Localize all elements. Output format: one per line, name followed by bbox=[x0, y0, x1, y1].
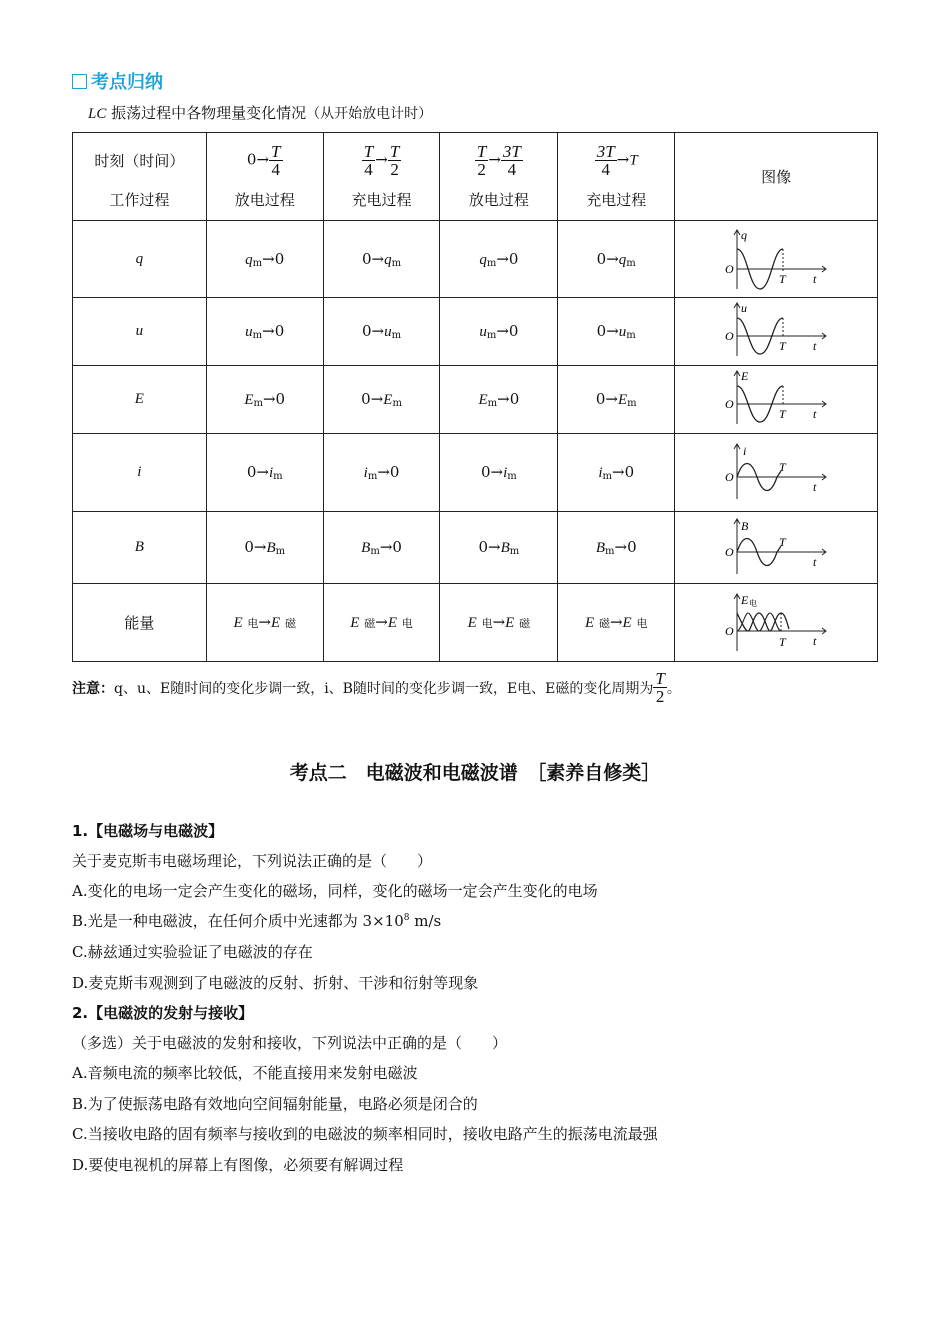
sine-graph bbox=[721, 441, 831, 505]
cell-B-4: $B_m\to 0$ bbox=[558, 512, 675, 584]
cell-E-2: $0\to E_m$ bbox=[323, 366, 440, 434]
cell-q-2: $0\to q_m$ bbox=[323, 221, 440, 298]
cosine-graph bbox=[721, 302, 831, 362]
process-cell: 充电过程 bbox=[323, 189, 440, 221]
time-label: 时刻（时间） bbox=[73, 133, 207, 189]
svg-text:t: t bbox=[813, 554, 817, 569]
svg-text:T: T bbox=[779, 634, 786, 649]
svg-text:O: O bbox=[725, 623, 734, 638]
svg-text:t: t bbox=[813, 338, 817, 353]
energy-graph bbox=[721, 591, 831, 655]
svg-text:B: B bbox=[741, 518, 749, 533]
svg-text:T: T bbox=[779, 534, 786, 549]
q1-option-d: D.麦克斯韦观测到了电磁波的反射、折射、干涉和衍射等现象 bbox=[72, 974, 479, 992]
cell-q-4: $0\to q_m$ bbox=[558, 221, 675, 298]
section-heading: 考点归纳 bbox=[72, 68, 163, 94]
row-label: u bbox=[73, 298, 207, 366]
process-cell: 放电过程 bbox=[440, 189, 558, 221]
graph-energy bbox=[675, 584, 878, 662]
cell-u-2: $0\to u_m$ bbox=[323, 298, 440, 366]
time-cell: $\frac{T}{4}$ → $\frac{T}{2}$ bbox=[323, 133, 440, 189]
cell-B-2: $B_m\to 0$ bbox=[323, 512, 440, 584]
cell-i-2: $i_m\to 0$ bbox=[323, 434, 440, 512]
q1-option-c: C.赫兹通过实验验证了电磁波的存在 bbox=[72, 943, 313, 961]
cell-E-4: $0\to E_m$ bbox=[558, 366, 675, 434]
cell-i-4: $i_m\to 0$ bbox=[558, 434, 675, 512]
cell-B-3: $0\to B_m$ bbox=[440, 512, 558, 584]
svg-text:O: O bbox=[725, 396, 734, 411]
row-label: E bbox=[73, 366, 207, 434]
svg-text:E: E bbox=[741, 592, 749, 607]
cell-u-3: $u_m\to 0$ bbox=[440, 298, 558, 366]
cell-energy-4: E 磁→E 电 bbox=[558, 584, 675, 662]
row-label: 能量 bbox=[73, 584, 207, 662]
fraction-T-over-2: $\frac{T}{2}$ bbox=[655, 669, 665, 706]
cell-energy-3: E 电→E 磁 bbox=[440, 584, 558, 662]
cell-q-3: $q_m\to 0$ bbox=[440, 221, 558, 298]
q2-option-c: C.当接收电路的固有频率与接收到的电磁波的频率相同时，接收电路产生的振荡电流最强 bbox=[72, 1125, 658, 1143]
cell-u-4: $0\to u_m$ bbox=[558, 298, 675, 366]
cell-i-3: $0\to i_m$ bbox=[440, 434, 558, 512]
svg-text:T: T bbox=[779, 338, 786, 353]
q1-option-b: B.光是一种电磁波，在任何介质中光速都为 $3\times 10^8$ m/s bbox=[72, 912, 442, 930]
section2-title: 考点二 电磁波和电磁波谱 ［素养自修类］ bbox=[289, 762, 661, 784]
graph-q bbox=[675, 221, 878, 298]
svg-text:E: E bbox=[741, 369, 749, 383]
svg-text:q: q bbox=[741, 228, 748, 242]
graph-i bbox=[675, 434, 878, 512]
note: 注意： q、u、E随时间的变化步调一致，i、B随时间的变化步调一致，E电、E磁的变化周期为 $\frac{T}{2}$ 。 bbox=[72, 669, 681, 706]
row-label: B bbox=[73, 512, 207, 584]
process-cell: 放电过程 bbox=[206, 189, 323, 221]
svg-text:T: T bbox=[779, 459, 786, 474]
svg-text:T: T bbox=[779, 406, 786, 421]
q2-title: 2.【电磁波的发射与接收】 bbox=[72, 1004, 254, 1022]
q1-option-a: A.变化的电场一定会产生变化的磁场，同样，变化的磁场一定会产生变化的电场 bbox=[72, 882, 598, 900]
svg-text:O: O bbox=[725, 328, 734, 343]
cell-i-1: $0\to i_m$ bbox=[206, 434, 323, 512]
lc-oscillation-table bbox=[72, 132, 878, 662]
cell-energy-1: E 电→E 磁 bbox=[206, 584, 323, 662]
svg-text:t: t bbox=[813, 479, 817, 494]
sine-graph bbox=[721, 516, 831, 580]
svg-text:O: O bbox=[725, 262, 734, 276]
cell-u-1: $u_m\to 0$ bbox=[206, 298, 323, 366]
svg-text:t: t bbox=[813, 633, 817, 648]
time-cell: 0→ $\frac{T}{4}$ bbox=[206, 133, 323, 189]
time-cell: $\frac{3T}{4}$ →T bbox=[558, 133, 675, 189]
cosine-graph bbox=[721, 370, 831, 430]
process-label: 工作过程 bbox=[73, 189, 207, 221]
cell-q-1: $q_m\to 0$ bbox=[206, 221, 323, 298]
svg-text:电: 电 bbox=[749, 598, 758, 608]
row-label: q bbox=[73, 221, 207, 298]
process-cell: 充电过程 bbox=[558, 189, 675, 221]
graph-E bbox=[675, 366, 878, 434]
svg-text:i: i bbox=[743, 443, 747, 458]
cell-E-1: $E_m\to 0$ bbox=[206, 366, 323, 434]
cell-B-1: $0\to B_m$ bbox=[206, 512, 323, 584]
cosine-graph bbox=[721, 227, 831, 291]
svg-text:T: T bbox=[779, 272, 786, 286]
q2-option-b: B.为了使振荡电路有效地向空间辐射能量，电路必须是闭合的 bbox=[72, 1095, 478, 1113]
time-cell: $\frac{T}{2}$ → $\frac{3T}{4}$ bbox=[440, 133, 558, 189]
svg-text:t: t bbox=[813, 406, 817, 421]
graph-u bbox=[675, 298, 878, 366]
q2-option-d: D.要使电视机的屏幕上有图像，必须要有解调过程 bbox=[72, 1156, 404, 1174]
checkbox-square-icon bbox=[72, 74, 87, 89]
svg-text:O: O bbox=[725, 469, 734, 484]
cell-energy-2: E 磁→E 电 bbox=[323, 584, 440, 662]
q2-stem: （多选）关于电磁波的发射和接收，下列说法中正确的是（ ） bbox=[72, 1034, 508, 1052]
row-label: i bbox=[73, 434, 207, 512]
svg-text:t: t bbox=[813, 272, 817, 286]
table-caption: LC 振荡过程中各物理量变化情况（从开始放电计时） bbox=[88, 104, 433, 122]
image-header: 图像 bbox=[675, 133, 878, 221]
svg-text:O: O bbox=[725, 544, 734, 559]
cell-E-3: $E_m\to 0$ bbox=[440, 366, 558, 434]
graph-B bbox=[675, 512, 878, 584]
q1-title: 1.【电磁场与电磁波】 bbox=[72, 822, 224, 840]
q1-stem: 关于麦克斯韦电磁场理论，下列说法正确的是（ ） bbox=[72, 852, 433, 870]
q2-option-a: A.音频电流的频率比较低，不能直接用来发射电磁波 bbox=[72, 1064, 418, 1082]
svg-text:u: u bbox=[741, 301, 748, 315]
